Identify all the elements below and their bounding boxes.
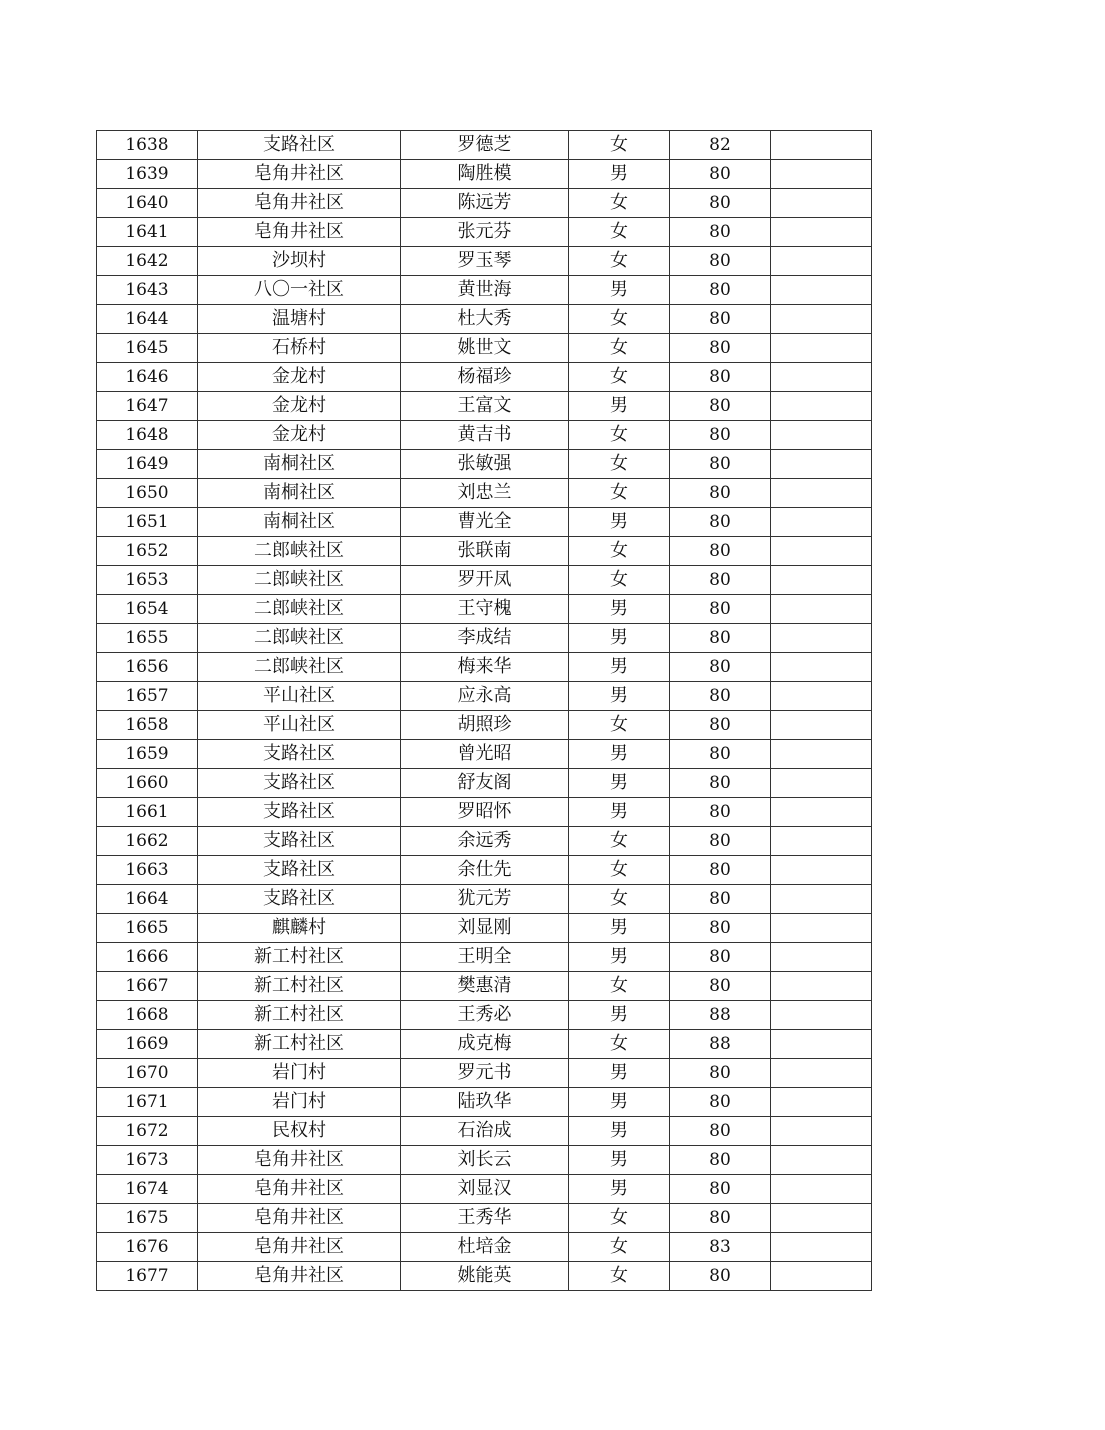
note-cell [771,1146,872,1175]
person-name-cell: 黄吉书 [401,421,569,450]
gender-cell: 女 [569,1262,670,1291]
person-name-cell: 张元芬 [401,218,569,247]
table-row [97,1233,872,1262]
serial-number-cell: 1641 [97,218,198,247]
gender-cell: 女 [569,1204,670,1233]
note-cell [771,131,872,160]
community-cell: 皂角井社区 [198,160,401,189]
serial-number-cell: 1658 [97,711,198,740]
community-cell: 二郎峡社区 [198,624,401,653]
serial-number-cell: 1665 [97,914,198,943]
community-cell: 岩门村 [198,1088,401,1117]
serial-number-cell: 1669 [97,1030,198,1059]
table-row [97,711,872,740]
gender-cell: 女 [569,1030,670,1059]
table-row [97,798,872,827]
community-cell: 金龙村 [198,421,401,450]
table-row [97,624,872,653]
person-name-cell: 王秀必 [401,1001,569,1030]
community-cell: 皂角井社区 [198,1233,401,1262]
age-cell: 80 [670,1088,771,1117]
table-row [97,740,872,769]
age-cell: 80 [670,1146,771,1175]
serial-number-cell: 1639 [97,160,198,189]
age-cell: 80 [670,653,771,682]
note-cell [771,566,872,595]
age-cell: 80 [670,247,771,276]
note-cell [771,1088,872,1117]
table-row [97,537,872,566]
table-row [97,160,872,189]
table-row [97,769,872,798]
serial-number-cell: 1644 [97,305,198,334]
person-name-cell: 姚能英 [401,1262,569,1291]
person-name-cell: 陆玖华 [401,1088,569,1117]
age-cell: 80 [670,363,771,392]
note-cell [771,1117,872,1146]
community-cell: 皂角井社区 [198,1175,401,1204]
note-cell [771,450,872,479]
person-name-cell: 余远秀 [401,827,569,856]
person-name-cell: 李成结 [401,624,569,653]
gender-cell: 女 [569,218,670,247]
community-cell: 皂角井社区 [198,1146,401,1175]
note-cell [771,943,872,972]
community-cell: 皂角井社区 [198,1204,401,1233]
person-name-cell: 石治成 [401,1117,569,1146]
serial-number-cell: 1676 [97,1233,198,1262]
serial-number-cell: 1656 [97,653,198,682]
serial-number-cell: 1638 [97,131,198,160]
age-cell: 80 [670,537,771,566]
person-name-cell: 王富文 [401,392,569,421]
serial-number-cell: 1640 [97,189,198,218]
person-name-cell: 刘显刚 [401,914,569,943]
note-cell [771,305,872,334]
gender-cell: 女 [569,363,670,392]
note-cell [771,334,872,363]
community-cell: 南桐社区 [198,450,401,479]
gender-cell: 女 [569,972,670,1001]
age-cell: 80 [670,1059,771,1088]
person-name-cell: 胡照珍 [401,711,569,740]
gender-cell: 男 [569,740,670,769]
gender-cell: 男 [569,508,670,537]
person-name-cell: 罗玉琴 [401,247,569,276]
gender-cell: 女 [569,537,670,566]
note-cell [771,160,872,189]
gender-cell: 男 [569,682,670,711]
person-name-cell: 罗德芝 [401,131,569,160]
gender-cell: 女 [569,450,670,479]
gender-cell: 女 [569,885,670,914]
community-cell: 平山社区 [198,682,401,711]
community-cell: 民权村 [198,1117,401,1146]
gender-cell: 女 [569,856,670,885]
gender-cell: 男 [569,1001,670,1030]
gender-cell: 男 [569,160,670,189]
serial-number-cell: 1666 [97,943,198,972]
person-name-cell: 陈远芳 [401,189,569,218]
person-name-cell: 罗开凤 [401,566,569,595]
gender-cell: 男 [569,1175,670,1204]
table-row [97,479,872,508]
community-cell: 岩门村 [198,1059,401,1088]
note-cell [771,827,872,856]
person-name-cell: 犹元芳 [401,885,569,914]
note-cell [771,595,872,624]
community-cell: 八〇一社区 [198,276,401,305]
note-cell [771,711,872,740]
age-cell: 80 [670,1204,771,1233]
note-cell [771,247,872,276]
community-cell: 金龙村 [198,363,401,392]
note-cell [771,1030,872,1059]
community-cell: 皂角井社区 [198,1262,401,1291]
table-row [97,305,872,334]
table-row [97,856,872,885]
table-row [97,1030,872,1059]
person-name-cell: 曹光全 [401,508,569,537]
table-row [97,682,872,711]
table-row [97,653,872,682]
note-cell [771,508,872,537]
community-cell: 麒麟村 [198,914,401,943]
table-row [97,1001,872,1030]
serial-number-cell: 1647 [97,392,198,421]
person-name-cell: 王守槐 [401,595,569,624]
serial-number-cell: 1657 [97,682,198,711]
records-table [96,130,872,1291]
community-cell: 新工村社区 [198,972,401,1001]
person-name-cell: 陶胜模 [401,160,569,189]
age-cell: 80 [670,682,771,711]
community-cell: 石桥村 [198,334,401,363]
person-name-cell: 黄世海 [401,276,569,305]
serial-number-cell: 1651 [97,508,198,537]
community-cell: 支路社区 [198,769,401,798]
gender-cell: 男 [569,1146,670,1175]
person-name-cell: 曾光昭 [401,740,569,769]
person-name-cell: 张敏强 [401,450,569,479]
serial-number-cell: 1663 [97,856,198,885]
note-cell [771,189,872,218]
serial-number-cell: 1660 [97,769,198,798]
table-row [97,450,872,479]
table-row [97,1262,872,1291]
serial-number-cell: 1655 [97,624,198,653]
age-cell: 88 [670,1030,771,1059]
age-cell: 80 [670,334,771,363]
gender-cell: 男 [569,653,670,682]
gender-cell: 男 [569,943,670,972]
age-cell: 80 [670,1175,771,1204]
age-cell: 82 [670,131,771,160]
note-cell [771,1059,872,1088]
table-row [97,972,872,1001]
community-cell: 新工村社区 [198,1001,401,1030]
gender-cell: 女 [569,247,670,276]
note-cell [771,914,872,943]
age-cell: 80 [670,450,771,479]
gender-cell: 女 [569,305,670,334]
age-cell: 80 [670,566,771,595]
gender-cell: 男 [569,276,670,305]
community-cell: 平山社区 [198,711,401,740]
table-row [97,943,872,972]
person-name-cell: 杜大秀 [401,305,569,334]
serial-number-cell: 1654 [97,595,198,624]
note-cell [771,1175,872,1204]
gender-cell: 女 [569,189,670,218]
age-cell: 80 [670,479,771,508]
community-cell: 皂角井社区 [198,218,401,247]
community-cell: 支路社区 [198,885,401,914]
community-cell: 金龙村 [198,392,401,421]
community-cell: 温塘村 [198,305,401,334]
note-cell [771,479,872,508]
serial-number-cell: 1659 [97,740,198,769]
community-cell: 新工村社区 [198,943,401,972]
serial-number-cell: 1662 [97,827,198,856]
note-cell [771,769,872,798]
person-name-cell: 刘显汉 [401,1175,569,1204]
note-cell [771,1001,872,1030]
gender-cell: 女 [569,1233,670,1262]
table-row [97,885,872,914]
table-row [97,131,872,160]
person-name-cell: 杨福珍 [401,363,569,392]
serial-number-cell: 1661 [97,798,198,827]
gender-cell: 男 [569,914,670,943]
table-row [97,827,872,856]
note-cell [771,421,872,450]
note-cell [771,1233,872,1262]
person-name-cell: 王明全 [401,943,569,972]
records-body [97,131,872,1291]
age-cell: 80 [670,769,771,798]
serial-number-cell: 1674 [97,1175,198,1204]
person-name-cell: 罗元书 [401,1059,569,1088]
table-row [97,363,872,392]
community-cell: 二郎峡社区 [198,595,401,624]
serial-number-cell: 1670 [97,1059,198,1088]
table-row [97,595,872,624]
age-cell: 80 [670,218,771,247]
serial-number-cell: 1646 [97,363,198,392]
note-cell [771,537,872,566]
gender-cell: 女 [569,421,670,450]
person-name-cell: 杜培金 [401,1233,569,1262]
person-name-cell: 舒友阁 [401,769,569,798]
person-name-cell: 王秀华 [401,1204,569,1233]
age-cell: 80 [670,595,771,624]
community-cell: 支路社区 [198,856,401,885]
community-cell: 二郎峡社区 [198,653,401,682]
note-cell [771,276,872,305]
serial-number-cell: 1668 [97,1001,198,1030]
gender-cell: 男 [569,392,670,421]
age-cell: 80 [670,798,771,827]
table-row [97,1059,872,1088]
table-row [97,566,872,595]
age-cell: 80 [670,1262,771,1291]
table-row [97,421,872,450]
age-cell: 80 [670,508,771,537]
note-cell [771,972,872,1001]
community-cell: 支路社区 [198,131,401,160]
age-cell: 80 [670,856,771,885]
table-row [97,1175,872,1204]
age-cell: 80 [670,189,771,218]
gender-cell: 女 [569,711,670,740]
gender-cell: 男 [569,769,670,798]
table-row [97,189,872,218]
serial-number-cell: 1677 [97,1262,198,1291]
note-cell [771,740,872,769]
table-row [97,247,872,276]
person-name-cell: 樊惠清 [401,972,569,1001]
note-cell [771,885,872,914]
note-cell [771,1262,872,1291]
table-row [97,1204,872,1233]
age-cell: 80 [670,1117,771,1146]
age-cell: 80 [670,711,771,740]
serial-number-cell: 1664 [97,885,198,914]
gender-cell: 女 [569,131,670,160]
gender-cell: 女 [569,334,670,363]
age-cell: 80 [670,972,771,1001]
serial-number-cell: 1667 [97,972,198,1001]
age-cell: 80 [670,421,771,450]
note-cell [771,1204,872,1233]
gender-cell: 女 [569,479,670,508]
gender-cell: 男 [569,624,670,653]
table-row [97,218,872,247]
community-cell: 南桐社区 [198,479,401,508]
person-name-cell: 刘长云 [401,1146,569,1175]
serial-number-cell: 1648 [97,421,198,450]
serial-number-cell: 1673 [97,1146,198,1175]
serial-number-cell: 1643 [97,276,198,305]
note-cell [771,856,872,885]
age-cell: 80 [670,305,771,334]
table-row [97,914,872,943]
age-cell: 80 [670,914,771,943]
age-cell: 80 [670,943,771,972]
gender-cell: 男 [569,595,670,624]
gender-cell: 男 [569,1059,670,1088]
table-row [97,334,872,363]
table-row [97,392,872,421]
person-name-cell: 姚世文 [401,334,569,363]
community-cell: 二郎峡社区 [198,537,401,566]
community-cell: 沙坝村 [198,247,401,276]
person-name-cell: 梅来华 [401,653,569,682]
community-cell: 二郎峡社区 [198,566,401,595]
community-cell: 支路社区 [198,798,401,827]
serial-number-cell: 1642 [97,247,198,276]
age-cell: 80 [670,827,771,856]
community-cell: 南桐社区 [198,508,401,537]
gender-cell: 男 [569,1088,670,1117]
gender-cell: 女 [569,566,670,595]
community-cell: 皂角井社区 [198,189,401,218]
age-cell: 88 [670,1001,771,1030]
table-row [97,1088,872,1117]
serial-number-cell: 1675 [97,1204,198,1233]
serial-number-cell: 1645 [97,334,198,363]
age-cell: 80 [670,160,771,189]
age-cell: 80 [670,885,771,914]
note-cell [771,798,872,827]
person-name-cell: 刘忠兰 [401,479,569,508]
note-cell [771,218,872,247]
age-cell: 80 [670,624,771,653]
person-name-cell: 应永高 [401,682,569,711]
serial-number-cell: 1652 [97,537,198,566]
serial-number-cell: 1649 [97,450,198,479]
person-name-cell: 张联南 [401,537,569,566]
serial-number-cell: 1671 [97,1088,198,1117]
table-row [97,276,872,305]
note-cell [771,624,872,653]
gender-cell: 男 [569,1117,670,1146]
note-cell [771,682,872,711]
gender-cell: 女 [569,827,670,856]
serial-number-cell: 1672 [97,1117,198,1146]
note-cell [771,653,872,682]
serial-number-cell: 1650 [97,479,198,508]
age-cell: 80 [670,740,771,769]
community-cell: 支路社区 [198,740,401,769]
gender-cell: 男 [569,798,670,827]
table-row [97,508,872,537]
note-cell [771,363,872,392]
person-name-cell: 罗昭怀 [401,798,569,827]
age-cell: 83 [670,1233,771,1262]
table-row [97,1117,872,1146]
table-row [97,1146,872,1175]
age-cell: 80 [670,392,771,421]
serial-number-cell: 1653 [97,566,198,595]
person-name-cell: 余仕先 [401,856,569,885]
person-name-cell: 成克梅 [401,1030,569,1059]
note-cell [771,392,872,421]
community-cell: 新工村社区 [198,1030,401,1059]
age-cell: 80 [670,276,771,305]
community-cell: 支路社区 [198,827,401,856]
